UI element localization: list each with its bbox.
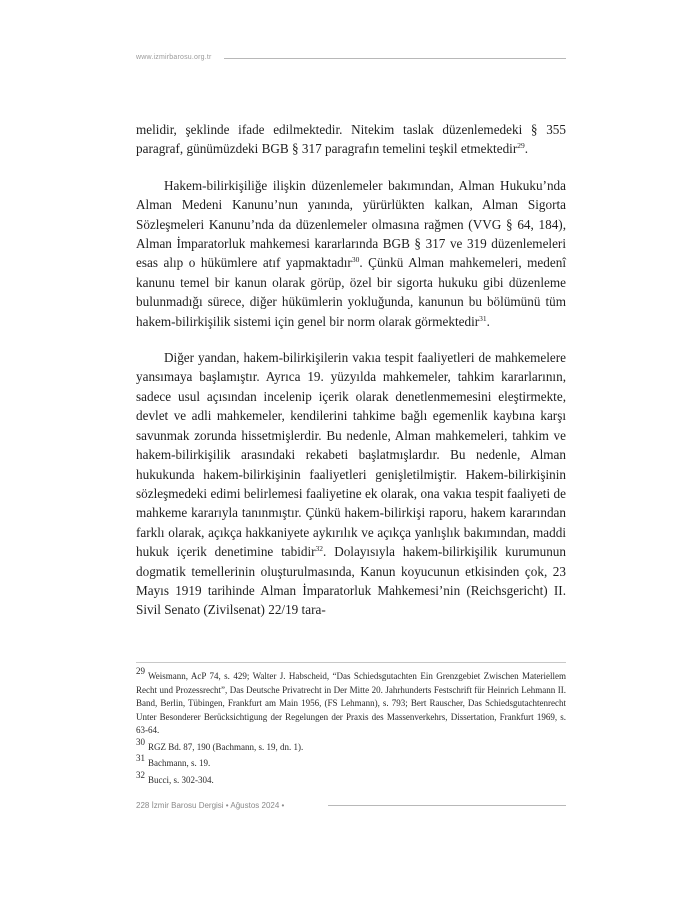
footnote-ref-29[interactable]: 29 — [517, 141, 525, 151]
footnote-ref-30[interactable]: 30 — [351, 255, 360, 265]
footnote-number: 29 — [136, 666, 145, 676]
footer-text: 228 İzmir Barosu Dergisi • Ağustos 2024 • — [136, 801, 285, 810]
page-header — [136, 53, 566, 67]
paragraph-2-text-b: . Çünkü Alman mahkemeleri, medenî kanunu temel bir kanun olarak görüp, özel bir sigorta hukuku gibi düzenleme bulunmadığı sürece, diğer hükümlerin yokluğunda, kanunun bu bölümünü tüm hakem-bilirkişilik sistemi için genel bir norm olarak görmektedir — [136, 255, 566, 329]
footnote-text: RGZ Bd. 87, 190 (Bachmann, s. 19, dn. 1). — [148, 741, 304, 752]
paragraph-3 — [136, 348, 566, 620]
paragraph-3-text-a: Diğer yandan, hakem-bilirkişilerin vakıa tespit faaliyetleri de mahkemelere yansımaya başlamıştır. Ayrıca 19. yüzyılda mahkemeler, tahkim kararlarının, sadece usul açısından incelenip içerik olarak denetlenmemesini eleştirmekte, devlet ve adli mahkemeler, kendilerini tahkime bağlı egemenlik kaybına karşı savunmak zorunda hissetmişlerdir. Bu nedenle, Alman mahkemeleri, tahkim ve hakem-bilirkişilik arasındaki rekabeti başlatmışlardır. Bu nedenle, Alman hukukunda hakem-bilirkişinin faaliyetleri genişletilmiştir. Hakem-bilirkişinin sözleşmedeki edimi belirlemesi faaliyetine ek olarak, ona vakıa tespit faaliyeti de mahkeme kararıyla tanınmıştır. Çünkü hakem-bilirkişi raporu, hakem kararından farklı olarak, açıkça hakkaniyete aykırılık ve açıkça yanlışlık bakımından, maddi hukuk içerik denetimine tabidir — [136, 350, 566, 560]
footnote-text: Weismann, AcP 74, s. 429; Walter J. Habscheid, “Das Schiedsgutachten Ein Grenzgebiet Zwischen Materiellem Recht und Prozessrecht”, Das Deutsche Privatrecht in Der Mitte 20. Jahrhunderts Festschrift für Heinrich Lehmann II. Band, Berlin, Tübingen, Frankfurt am Main 1956, (FS Lehmann), s. 793; Bert Rauscher, Das Schiedsgutachtenrecht Unter Besonderer Berücksichtigung der Regelungen der Praxis des Massenverkehrs, Dissertation, Frankfurt 1969, s. 63-64. — [136, 671, 566, 735]
paragraph-1-end: . — [524, 141, 529, 157]
footnote-text: Bachmann, s. 19. — [148, 758, 211, 768]
page-footer — [136, 800, 566, 814]
footnote-30 — [136, 736, 566, 755]
footnote-ref-31[interactable]: 31 — [479, 313, 487, 323]
footnote-number: 31 — [136, 753, 145, 763]
body-text — [136, 120, 566, 637]
footnote-separator — [136, 662, 566, 663]
paragraph-1-text: melidir, şeklinde ifade edilmektedir. Nitekim taslak düzenlemedeki § 355 paragraf, günümüzdeki BGB § 317 paragrafın temelini teşkil etmektedir — [136, 122, 566, 157]
paragraph-3-text-b: . Dolayısıyla hakem-bilirkişilik kurumunun dogmatik temellerinin oluşturulmasında, Kanun koyucunun etkisinden çok, 23 Mayıs 1919 tarihinde Alman İmparatorluk Mahkemesi’nin (Reichsgericht) II. Sivil Senato (Zivilsenat) 22/19 tara- — [136, 544, 566, 618]
paragraph-2-end: . — [486, 313, 490, 329]
footnote-ref-32[interactable]: 32 — [315, 544, 324, 554]
paragraph-1 — [136, 120, 566, 159]
paragraph-2-text-a: Hakem-bilirkişiliğe ilişkin düzenlemeler bakımından, Alman Hukuku’nda Alman Medeni Kanunu’nun yanında, yürürlükten kalkan, Alman Sigorta Sözleşmeleri Kanunu’nda da düzenlemeler olmasına rağmen (VVG § 64, 184), Alman İmparatorluk mahkemesi kararlarında BGB § 317 ve 319 düzenlemeleri esas alıp o hükümlere atıf yapmaktadır — [136, 177, 566, 271]
footnote-number: 32 — [136, 769, 145, 780]
footnote-29 — [136, 666, 566, 738]
footnotes — [136, 666, 566, 790]
footnote-32 — [136, 769, 566, 788]
paragraph-2 — [136, 176, 566, 331]
footnote-31 — [136, 753, 566, 771]
footnote-text: Bucci, s. 302-304. — [148, 774, 214, 785]
header-url: www.izmirbarosu.org.tr — [136, 54, 212, 61]
footnote-number: 30 — [136, 736, 145, 747]
footer-rule — [328, 805, 566, 806]
header-rule — [224, 58, 566, 59]
